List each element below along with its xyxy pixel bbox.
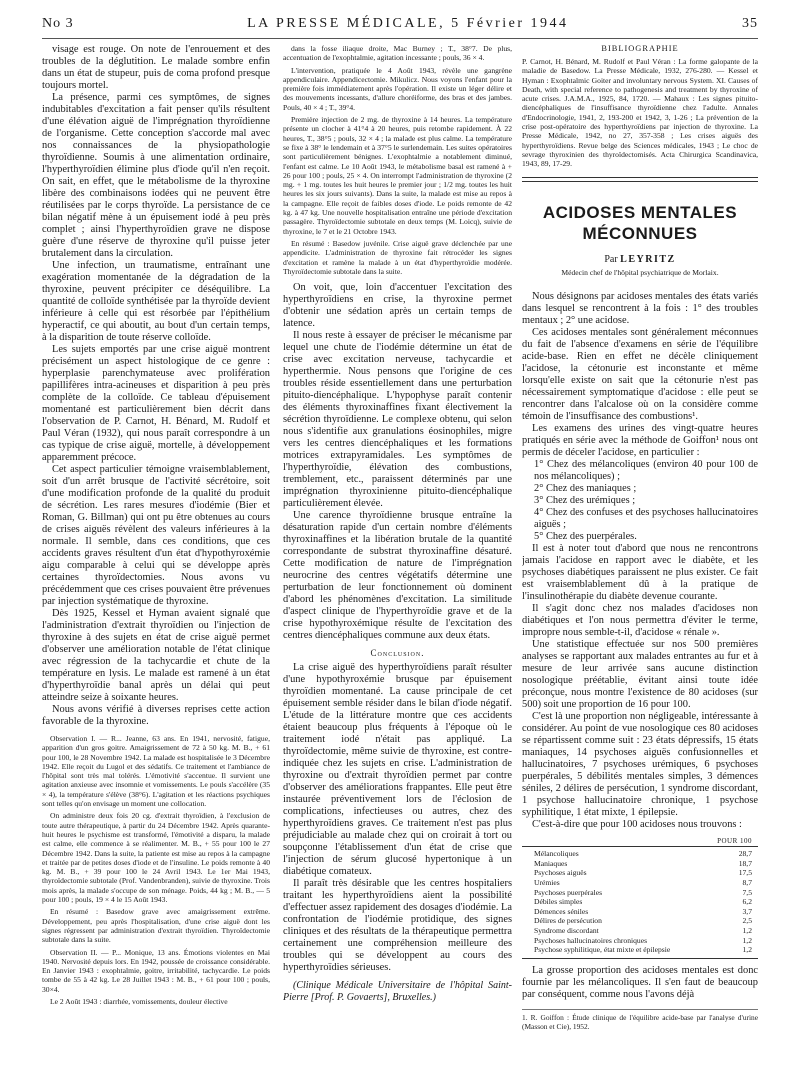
page-header bbox=[42, 16, 758, 39]
table-body bbox=[522, 846, 758, 959]
col2-body bbox=[283, 282, 512, 1004]
table-label: Psychoses hallucinatoires chroniques bbox=[534, 935, 648, 945]
paragraph: Il nous reste à essayer de préciser le mécanisme par lequel une chute de l'iodémie détermine un état de crise avec excitation nerveuse, tachycardie et hyperthermie. Nous pensons que l'origine de ces troubles réside essentiellement dans une perturbation pituito-diencéphalique. L'hypophyse paraît contenir des éléments thyroxinaffines fixant électivement la sécrétion thyroïdienne. Le complexe obtenu, qui selon nous s'identifie aux granulations éosinophiles, migre vers les centres diencéphaliques et les formations motrices extrapyramidales. Les symptômes de l'hyperthyroïdie, élévation des combustions, tremblement, etc., paraissent déterminés par une imprégnation thyroxinienne pituito-diencéphalique particulièrement élevée. bbox=[283, 330, 512, 510]
observation-text: On administre deux fois 20 cg. d'extrait thyroïdien, à l'exclusion de toute autre thérapeutique, à partir du 24 Décembre 1942. Après quarante-huit heures le psychisme est transformé, l'émotivité a disparu, la malade est calme, elle commence à se réalimenter. M. B., + 55 pour 100 le 27 Décembre 1942. Dans la suite, la patiente est mise au repos à la campagne et traitée par de petites doses d'iode et de l'insuline. Le poids remonte à 40 kg. M. B., + 39 pour 100 le 24 Avril 1943. Le 1er Mai 1943, thyroïdectomie subtotale (Prof. Vandenbranden), suivie de thyroxine. Trois mois après, la malade s'occupe de son ménage. Poids, 44 kg ; M. B., — 5 pour 100 ; pouls, 19 × 4 le 15 Août 1943. bbox=[42, 811, 270, 905]
table-row bbox=[522, 936, 758, 946]
list-item: 5° Chez des puerpérales. bbox=[534, 530, 637, 542]
paragraph: Les examens des urines des vingt-quatre heures pratiqués en série avec la méthode de Goiffon¹ nous ont permis de déceler l'acidose, en particulier : bbox=[522, 422, 758, 458]
table-row bbox=[522, 926, 758, 936]
table-value: 28,7 bbox=[738, 849, 752, 859]
table-value: 7,5 bbox=[742, 887, 752, 897]
divider bbox=[522, 177, 758, 178]
observation-text: Première injection de 2 mg. de thyroxine à 14 heures. La température présente un clocher à 41°4 à 20 heures, puis retombe rapidement. À 22 heures, T., 38°5 ; pouls, 32 × 4 ; la malade est plus calme. La température se fixe à 38° le lendemain et à 37°5 le surlendemain. Les suites opératoires sont particulièrement bénignes. L'exophtalmie a notablement diminué, l'enfant est calme. Le 10 Août 1943, le métabolisme basal est ramené à + 26 pour 100 ; pouls, 25 × 4. On interrompt l'administration de thyroxine (2 mg. + 1 mg. toutes les huit heures le premier jour ; 1/2 mg. toutes les huit heures les six jours suivants). Dans la suite, la malade est mise au repos à la campagne. Elle reçoit de faibles doses d'iode. Le poids remonte de 42 kg. à 47 kg. Une nouvelle hospitalisation entraîne une période d'excitation passagère. Thyroïdectomie subtotale en deux temps (M. Loicq), suivie de thyroxine, le 7 et le 21 Octobre 1943. bbox=[283, 115, 512, 236]
table-row bbox=[522, 907, 758, 917]
paragraph: Une infection, un traumatisme, entraînant une exagération momentanée de la dégradation de la thyroxine, peuvent précipiter ce déséquilibre. La quantité de colloïde synthétisée par la thyroïde devient inférieure à celle qui est résorbée par l'épithélium hyperactif, ce qui aboutit, au bout d'un certain temps, à la disparition de toute réserve colloïde. bbox=[42, 260, 270, 343]
conclusion-heading: Conclusion. bbox=[370, 648, 425, 659]
table-label: Syndrome discordant bbox=[534, 925, 599, 935]
col1-body bbox=[42, 44, 270, 728]
table-label: Débiles simples bbox=[534, 897, 583, 907]
paragraph: C'est-à-dire que pour 100 acidoses nous trouvons : bbox=[532, 818, 742, 830]
acidosis-table bbox=[522, 837, 758, 959]
column-1 bbox=[42, 44, 270, 1072]
table-label: Mélancoliques bbox=[534, 849, 579, 859]
paragraph: Il paraît très désirable que les centres hospitaliers traitant les hyperthyroïdiens aient la possibilité d'effectuer assez rapidement des dosages d'iodémie. La confrontation de l'iodémie protidique, des signes cliniques et des résultats de la thérapeutique permettra certainement une compréhension meilleure des troubles qui se développent au cours des hyperthyroïdies sérieuses. bbox=[283, 878, 512, 974]
bibliography-heading: BIBLIOGRAPHIE bbox=[601, 44, 679, 53]
author-affiliation: Médecin chef de l'hôpital psychiatrique de Morlaix. bbox=[561, 267, 719, 277]
table-value: 17,5 bbox=[738, 868, 752, 878]
observation-text: dans la fosse iliaque droite, Mac Burney ; T., 38°7. De plus, accentuation de l'exophtalmie, agitation incessante ; pouls, 36 × 4. bbox=[283, 44, 512, 63]
paragraph: Dès 1925, Kessel et Hyman avaient signalé que l'administration d'extrait thyroïdien ou l'injection de thyroxine à des sujets en état de crise aiguë permet d'observer une amélioration notable de l'état clinique avec régression de la tachycardie et chute de la température en lysis. Le malade est ramené à un état d'hyperthyroïdie banal après un délai qui peut atteindre seize à soixante heures. bbox=[42, 608, 270, 703]
paragraph: La grosse proportion des acidoses mentales est donc fournie par les mélancoliques. Il s'en faut de beaucoup par conséquent, comme nous l'avons déjà bbox=[522, 964, 758, 1000]
table-value: 8,7 bbox=[742, 877, 752, 887]
byline-prefix: Par bbox=[604, 253, 618, 265]
observation-text: Le 2 Août 1943 : diarrhée, vomissements, douleur élective bbox=[50, 997, 228, 1007]
table-row bbox=[522, 868, 758, 878]
table-label: Psychose syphilitique, état mixte et épilepsie bbox=[534, 945, 671, 955]
table-value: 2,5 bbox=[742, 916, 752, 926]
table-row bbox=[522, 916, 758, 926]
col1-observations bbox=[42, 734, 270, 1006]
observation-summary: En résumé : Basedow grave avec amaigrissement extrême. Développement, peu après l'hospitalisation, d'une crise aiguë dont les signes régressent par administration d'extrait thyroïdien. Thyroïdectomie subtotale dans la suite. bbox=[42, 907, 270, 945]
byline bbox=[522, 254, 758, 265]
observation-text: Observation II. — P... Monique, 13 ans. Émotions violentes en Mai 1940. Nervosité depuis lors. En 1942, poussée de croissance considérable. En Janvier 1943 : exophtalmie, goitre, irritabilité, tachycardie. Le poids tombe de 55 à 42 kg. Le 28 Juillet 1943 : M. B., + 61 pour 100 ; pouls, 30×4. bbox=[42, 947, 270, 994]
table-value: 6,2 bbox=[742, 897, 752, 907]
page-number: 35 bbox=[741, 16, 758, 31]
table-row bbox=[522, 878, 758, 888]
table-row bbox=[522, 888, 758, 898]
table-row bbox=[522, 849, 758, 859]
paragraph: Cet aspect particulier témoigne vraisemblablement, soit d'un arrêt brusque de l'activité sécrétoire, soit d'une modification profonde de la qualité du produit de sécrétion. Les rares mesures d'iodémie (Bier et Roman, G. Billman) qui ont pu être obtenues au cours de crises aiguës révèlent des valeurs inférieures à la normale. Il semble, dans ces conditions, que ces accidents graves résultent d'un état d'hypothyroxémie aigu comparable à celui qui se développe après certaines thyroïdectomies. Nous avons vu précédemment que ces crises pouvaient être prévenues par injection systématique de thyroxine. bbox=[42, 464, 270, 607]
paragraph: Ces acidoses mentales sont généralement méconnues du fait de l'absence d'examens en série de l'équilibre acide-base. Rien en effet ne décèle cliniquement l'acidose, la cétonurie est inconstante et même lorsqu'elle existe on sait que la cétonurie n'est pas nécessairement symptomatique d'acidose : elle peut se rencontrer dans l'alcalose où on la considère comme témoin de l'insuffisance des combustions¹. bbox=[522, 326, 758, 422]
col3-body bbox=[522, 291, 758, 831]
bibliography bbox=[522, 57, 758, 169]
paragraph: Une carence thyroïdienne brusque entraîne la désaturation rapide d'un certain nombre d'éléments thyroxinaffines et la libération brutale de la quantité correspondante de substrat thyroxinaffine désaturé. Cette modification de nature de l'imprégnation neurocrine des centres végétatifs détermine une perturbation de leur fonctionnement où dominent d'abord les phénomènes d'excitation. La similitude d'aspect clinique de l'hyperthyroïdie grave et de la crise hypothyroxémique résulte de l'excitation des centres diencéphaliques commune aux deux états. bbox=[283, 510, 512, 642]
paragraph: On voit, que, loin d'accentuer l'excitation des hyperthyroïdiens en crise, la thyroxine permet d'obtenir une sédation après un certain temps de latence. bbox=[283, 282, 512, 330]
table-label: Psychoses puerpérales bbox=[534, 887, 603, 897]
journal-title: LA PRESSE MÉDICALE, 5 Février 1944 bbox=[247, 16, 569, 31]
table-label: Urémies bbox=[534, 877, 560, 887]
table-label: Psychoses aiguës bbox=[534, 868, 587, 878]
table-value: 1,2 bbox=[742, 935, 752, 945]
table-row bbox=[522, 897, 758, 907]
paragraph: Nous avons vérifié à diverses reprises cette action favorable de la thyroxine. bbox=[42, 704, 270, 727]
paragraph: visage est rouge. On note de l'enrouement et des troubles de la déglutition. Le malade sombre enfin dans un état de stupeur, puis de coma profond presque toujours mortel. bbox=[42, 44, 270, 91]
table-label: Maniaques bbox=[534, 858, 568, 868]
table-value: 1,2 bbox=[742, 925, 752, 935]
article-title-line-2: MÉCONNUES bbox=[582, 223, 698, 243]
table-value: 3,7 bbox=[742, 906, 752, 916]
paragraph: Une statistique effectuée sur nos 500 premières analyses se rapportant aux malades entrantes au fur et à mesure de leur arrivée sans aucune distinction nosologique préétablie, évitant ainsi toute idée préconçue, nous montre l'existence de 80 acidoses (sur 500) soit une proportion de 16 pour 100. bbox=[522, 638, 758, 710]
list-item: 3° Chez des urémiques ; bbox=[534, 494, 636, 506]
column-3 bbox=[522, 44, 758, 1072]
paragraph: Les sujets emportés par une crise aiguë montrent précisément un aspect histologique de ce genre : hyperplasie parenchymateuse avec prolifération papillifères intra-acineuses et disparition à peu près complète de la colloïde. Ce tableau d'épuisement momentané est particulièrement bien décrit dans l'observation de P. Carnot, H. Bénard, M. Rudolf et Paul Véran (1932), qui nous paraît correspondre à un cas typique de crise aiguë, mortelle, à développement apparemment précoce. bbox=[42, 344, 270, 463]
col2-observations bbox=[283, 44, 512, 276]
issue-number: No 3 bbox=[42, 16, 74, 31]
table-row bbox=[522, 945, 758, 955]
table-value: 1,2 bbox=[742, 945, 752, 955]
paragraph: C'est là une proportion non négligeable, intéressante à considérer. Au point de vue nosologique ces 80 acidoses se répartissent comme suit : 23 états dépressifs, 15 états maniaques, 14 psychoses aiguës confusionnelles et hallucinatoires, 7 psychoses urémiques, 6 psychoses puerpérales, 5 débilités mentales simples, 3 démences séniles, 2 délires de persécution, 1 syndrome discordant, 1 psychose hallucinatoire chronique, 1 psychose syphilitique, 1 état mixte, 1 épilepsie. bbox=[522, 710, 758, 818]
observation-summary: En résumé : Basedow juvénile. Crise aiguë grave déclenchée par une appendicite. L'administration de thyroxine fait rétrocéder les signes d'excitation et ramène la malade à un état d'hyperthyroïdie modérée. Thyroïdectomie subtotale dans la suite. bbox=[283, 238, 512, 276]
bibliography-text: P. Carnot, H. Bénard, M. Rudolf et Paul Véran : La forme galopante de la maladie de Basedow. La Presse Médicale, 1932, 276-280. — Kessel et Hyman : Exophtalmic Goiter and involuntary nervous System. XI. Causes of Death, with special reference to pathogenesis and treatment by thyroxine of acute crises. J.A.M.A., 1925, 84, 1720. — Mahaux : Les signes pituito-diencéphaliques de l'insuffisance thyroïdienne chez l'adulte. Annales d'Endocrinologie, 1941, 2, 193-200 et 1942, 3, 1-26 ; La prévention de la crise post-opératoire des hyperthyroïdiens par injection de thyroxine. La Presse Médicale, 1942, no 27, 357-358 ; Les crises aiguës des hyperthyroïdiens. Revue belge des Sciences médicales, 1943 ; Le choc de sevrage thyroxinien des thyroïdectomisés. Acta Chirurgica Scandinavica, 1943, 89, 17-29. bbox=[522, 57, 758, 169]
paragraph: La présence, parmi ces symptômes, de signes indubitables d'excitation a fait penser qu'ils résultent d'une élévation aiguë de l'imprégnation thyroïdienne de l'organisme. Cette conception s'accorde mal avec nos connaissances de la physiopathologie thyroïdienne. Soumis à une alimentation ordinaire, l'hyperthyroïdien élimine plus d'iode qu'il n'en reçoit. On sait, en effet, que le métabolisme de la thyroxine libère des combinaisons iodées qui ne peuvent être réutilisées par le corps thyroïde. La persistance de ce bilan négatif mène à un épuisement iodé à peu près complet ; ainsi l'hyperthyroïdien grave ne dispose guère d'une réserve de thyroxine qu'il puisse jeter brutalement dans la circulation. bbox=[42, 92, 270, 259]
table-row bbox=[522, 859, 758, 869]
observation-text: Observation I. — R... Jeanne, 63 ans. En 1941, nervosité, fatigue, apparition d'un gros goitre. Amaigrissement de 72 à 50 kg. M. B., + 61 pour 100, le 28 Novembre 1942. La malade est hospitalisée le 3 Décembre 1942. Elle reçoit du Lugol et des sédatifs. Ce traitement et l'ambiance de l'hôpital sont très mal tolérés. L'émotivité s'accentue. Il survient une agitation anxieuse avec insomnie et vomissements. Le pouls s'accélère (35 × 4), la température s'élève (38°6). L'agitation et les réactions psychiques sont telles qu'on envisage un moment une collocation. bbox=[42, 734, 270, 809]
paragraph: Il s'agit donc chez nos malades d'acidoses non diabétiques et l'on nous permettra d'éviter le terme, impropre nous semble-t-il, d'acidose « rénale ». bbox=[522, 602, 758, 638]
author-name: LEYRITZ bbox=[620, 253, 676, 265]
paragraph: Il est à noter tout d'abord que nous ne rencontrons jamais l'acidose en rapport avec le diabète, et les psychoses diabétiques paraissent ne plus exister. Ce fait est vraisemblablement dû à la pratique de l'insulinothérapie du diabète devenue courante. bbox=[522, 542, 758, 602]
table-label: Délires de persécution bbox=[534, 916, 602, 926]
clinic-signature: (Clinique Médicale Universitaire de l'hôpital Saint-Pierre [Prof. P. Govaerts], Bruxelles.) bbox=[283, 980, 512, 1004]
list-item: 2° Chez des maniaques ; bbox=[534, 482, 637, 494]
paragraph: La crise aiguë des hyperthyroïdiens paraît résulter d'une hypothyroxémie brusque par épuisement thyroïdien momentané. La cause principale de cet épuisement semble résider dans le bilan d'iode négatif. L'étude de la littérature montre que ces accidents étaient beaucoup plus fréquents à l'époque où le traitement iodé n'était pas appliqué. La thyroïdectomie, même suivie de thyroxine, est contre-indiquée chez les sujets en crise. L'administration de thyroxine ou d'extrait thyroïdien permet par contre d'observer des améliorations frappantes. Elle peut être instaurée préventivement lors de l'éclosion de complications, infectieuses ou autres, chez des hyperthyroïdiens graves. Ce traitement n'est pas plus préjudiciable au malade chez qui on croirait à tort ou soupçonne l'établissement d'un état de crise que l'injection de sérum glucosé hypertonique à un diabétique comateux. bbox=[283, 662, 512, 878]
table-value: 18,7 bbox=[738, 858, 752, 868]
table-header: POUR 100 bbox=[717, 836, 752, 845]
paragraph: Nous désignons par acidoses mentales des états variés dans lesquel se rencontrent à la fois : 1° des troubles mentaux ; 2° une acidose. bbox=[522, 290, 758, 326]
observation-text: L'intervention, pratiquée le 4 Août 1943, révèle une gangrène appendiculaire. Appendicectomie. Mikulicz. Nous voyons l'enfant pour la première fois immédiatement après l'opération. Il existe un léger délire et des mouvements incessants, d'allure choréiforme, des bras et des jambes. Pouls, 40 × 4 ; T., 39°4. bbox=[283, 65, 512, 112]
divider bbox=[522, 181, 758, 182]
list-item: 1° Chez des mélancoliques (environ 40 pour 100 de nos mélancoliques) ; bbox=[534, 458, 758, 482]
table-label: Démences séniles bbox=[534, 906, 589, 916]
col3-closing bbox=[522, 965, 758, 1001]
list-item: 4° Chez des confuses et des psychoses hallucinatoires aiguës ; bbox=[534, 506, 758, 530]
column-2 bbox=[283, 44, 512, 1072]
article-title-line-1: ACIDOSES MENTALES bbox=[542, 202, 738, 222]
footnote: 1. R. Goiffon : Étude clinique de l'équilibre acide-base par l'analyse d'urine (Masson et Cie), 1952. bbox=[522, 1009, 758, 1031]
